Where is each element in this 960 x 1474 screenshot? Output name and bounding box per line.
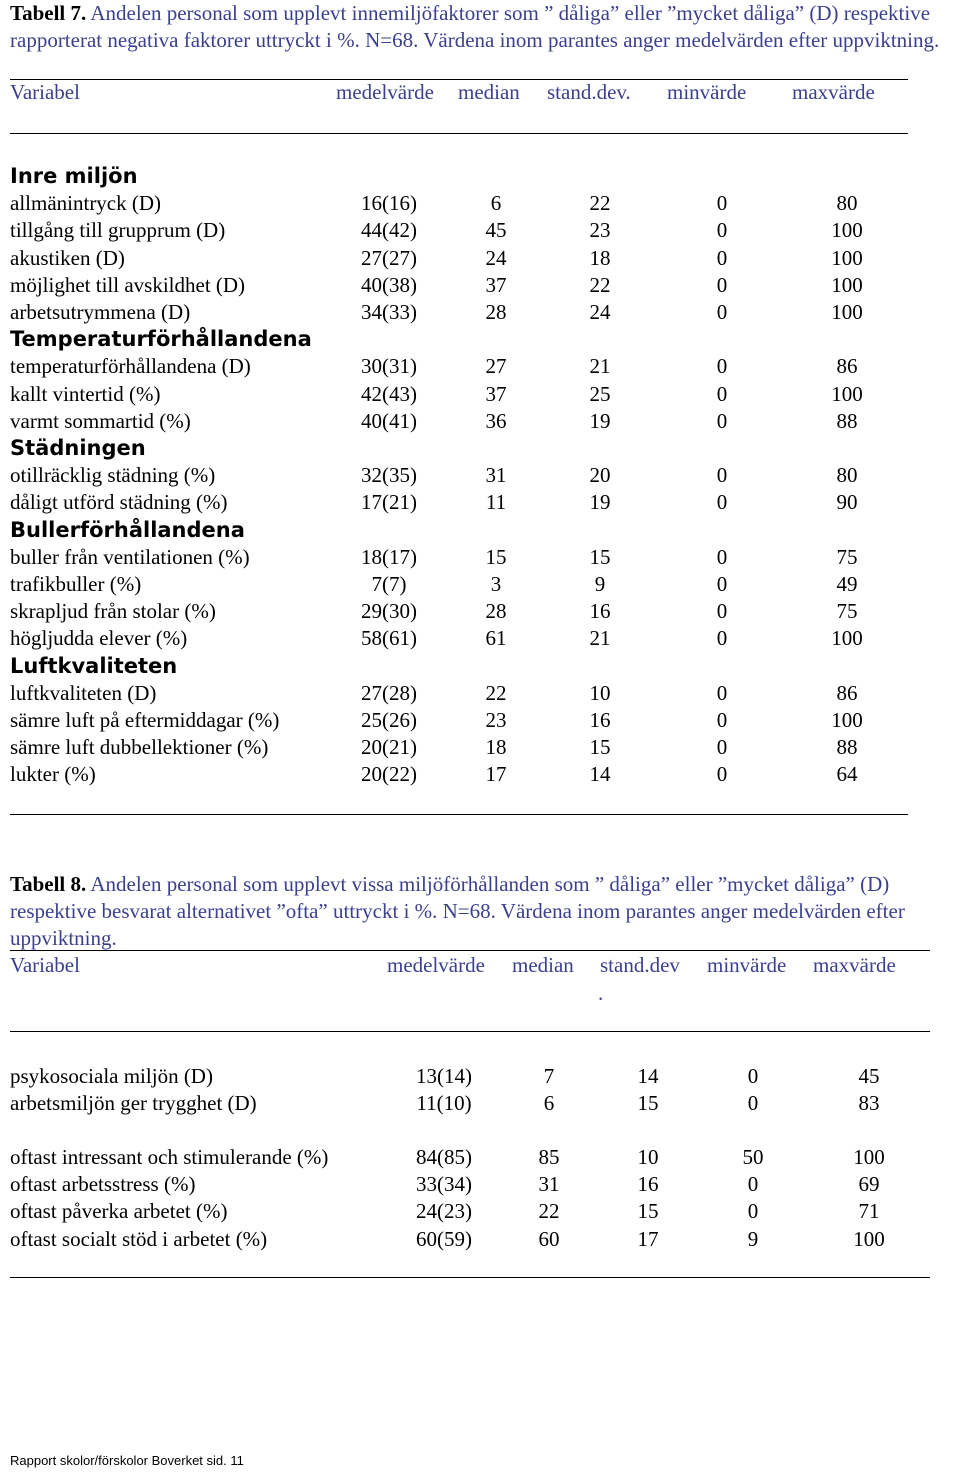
cell-maxvarde: 100 [831,218,863,243]
table7-header-maxvarde: maxvärde [792,80,875,104]
table-row [0,707,960,734]
cell-variabel: allmänintryck (D) [10,191,162,216]
cell-medelvarde: 20(22) [361,762,417,787]
cell-standdev: 16 [589,708,611,732]
table8-caption-text: Andelen personal som upplevt vissa miljöförhållanden som ” dåliga” eller ”mycket dåliga” (D) respektive besvarat alternativet ”ofta” uttryckt i %. N=68. Värdena inom parantes anger medelvärden efter uppviktning. [10,872,905,950]
cell-minvarde: 0 [747,1199,759,1224]
cell-maxvarde: 88 [836,735,858,760]
table-row [0,680,960,707]
cell-minvarde: 0 [747,1172,759,1197]
table-row [0,353,960,380]
table8-caption [10,871,950,952]
cell-minvarde: 0 [716,408,728,433]
cell-medelvarde: 42(43) [361,381,417,406]
cell-maxvarde: 90 [836,490,858,515]
cell-medelvarde: 25(26) [361,708,417,732]
cell-median: 22 [538,1199,560,1224]
table-row [0,408,960,435]
table8-bottom-rule [10,1277,930,1278]
cell-medelvarde: 44(42) [361,218,417,243]
cell-median: 23 [485,708,507,732]
cell-medelvarde: 32(35) [361,463,417,488]
table8-header-standdev: stand.dev [600,953,680,977]
cell-median: 22 [485,680,507,705]
cell-variabel: akustiken (D) [10,245,125,270]
cell-maxvarde: 75 [836,544,858,569]
cell-standdev: 16 [637,1172,659,1197]
cell-standdev: 10 [637,1145,659,1169]
table7-header-standdev: stand.dev. [547,80,631,104]
cell-maxvarde: 86 [836,354,858,379]
cell-variabel: trafikbuller (%) [10,572,142,596]
table7-caption [10,0,950,54]
table8-label: Tabell 8. [10,872,87,896]
cell-minvarde: 0 [716,599,728,624]
cell-medelvarde: 40(41) [361,408,417,433]
cell-minvarde: 0 [747,1064,759,1088]
cell-medelvarde: 16(16) [361,191,417,216]
cell-maxvarde: 100 [831,300,863,324]
cell-minvarde: 9 [747,1226,759,1251]
table8-header-dot: . [598,981,604,1005]
cell-standdev: 10 [589,680,611,705]
table-row [0,734,960,761]
table7-header-median: median [458,80,520,104]
cell-median: 36 [485,408,507,433]
table-row [0,1144,960,1171]
cell-medelvarde: 24(23) [416,1199,472,1224]
cell-median: 15 [485,544,507,569]
cell-standdev: 15 [637,1199,659,1224]
cell-minvarde: 0 [716,272,728,297]
table8-header-minvarde: minvärde [707,953,787,977]
table7-header-variabel: Variabel [10,80,80,104]
cell-minvarde: 0 [716,544,728,569]
cell-median: 60 [538,1226,560,1251]
table-row [0,1198,960,1225]
table7-header-minvarde: minvärde [667,80,747,104]
cell-standdev: 23 [589,218,611,243]
cell-standdev: 9 [594,572,606,596]
table-row [0,217,960,244]
cell-medelvarde: 60(59) [416,1226,472,1251]
table-row [0,299,960,326]
table7-label: Tabell 7. [10,1,87,25]
cell-median: 18 [485,735,507,760]
cell-medelvarde: 33(34) [416,1172,472,1197]
cell-median: 27 [485,354,507,379]
cell-median: 11 [485,490,507,515]
section-heading: Städningen [10,436,146,460]
cell-median: 37 [485,381,507,406]
cell-variabel: tillgång till grupprum (D) [10,218,226,243]
cell-maxvarde: 100 [831,626,863,651]
section-heading: Inre miljön [10,164,138,188]
cell-standdev: 16 [589,599,611,624]
table7-header-rule [10,133,908,134]
cell-standdev: 15 [589,544,611,569]
table-row [0,625,960,652]
cell-maxvarde: 49 [836,572,858,596]
cell-standdev: 14 [637,1064,659,1088]
cell-median: 28 [485,599,507,624]
table-row [0,489,960,516]
cell-variabel: lukter (%) [10,762,96,787]
cell-median: 28 [485,300,507,324]
cell-variabel: otillräcklig städning (%) [10,463,216,488]
table8-top-rule [10,950,930,951]
cell-variabel: skrapljud från stolar (%) [10,599,216,624]
cell-minvarde: 0 [716,381,728,406]
table-row [0,245,960,272]
cell-variabel: sämre luft på eftermiddagar (%) [10,708,280,732]
cell-maxvarde: 45 [858,1064,880,1088]
table8-header-variabel: Variabel [10,953,80,977]
cell-standdev: 20 [589,463,611,488]
cell-medelvarde: 84(85) [416,1145,472,1169]
cell-variabel: arbetsutrymmena (D) [10,300,191,324]
table-row [0,761,960,788]
cell-variabel: varmt sommartid (%) [10,408,191,433]
cell-maxvarde: 100 [831,272,863,297]
table8-header-rule [10,1031,930,1032]
cell-standdev: 15 [637,1091,659,1116]
cell-maxvarde: 88 [836,408,858,433]
cell-maxvarde: 100 [853,1226,885,1251]
cell-median: 17 [485,762,507,787]
cell-medelvarde: 29(30) [361,599,417,624]
cell-variabel: oftast påverka arbetet (%) [10,1199,228,1224]
cell-minvarde: 0 [716,735,728,760]
table-row [0,1171,960,1198]
cell-standdev: 24 [589,300,611,324]
cell-standdev: 14 [589,762,611,787]
section-heading: Temperaturförhållandena [10,327,312,352]
cell-medelvarde: 40(38) [361,272,417,297]
cell-medelvarde: 20(21) [361,735,417,760]
cell-maxvarde: 80 [836,463,858,488]
cell-medelvarde: 11(10) [416,1091,472,1116]
cell-medelvarde: 58(61) [361,626,417,651]
cell-variabel: psykosociala miljön (D) [10,1064,213,1088]
cell-maxvarde: 100 [853,1145,885,1169]
cell-minvarde: 0 [716,463,728,488]
cell-minvarde: 0 [716,354,728,379]
table-row [0,381,960,408]
cell-median: 7 [543,1064,555,1088]
cell-maxvarde: 83 [858,1091,880,1116]
table8-header-medelvarde: medelvärde [387,953,485,977]
cell-minvarde: 0 [747,1091,759,1116]
cell-minvarde: 0 [716,300,728,324]
cell-median: 3 [490,572,502,596]
cell-standdev: 22 [589,191,611,216]
cell-variabel: arbetsmiljön ger trygghet (D) [10,1091,257,1116]
cell-median: 45 [485,218,507,243]
table-row [0,272,960,299]
cell-standdev: 19 [589,490,611,515]
table8-header-median: median [512,953,574,977]
cell-median: 85 [538,1145,560,1169]
cell-maxvarde: 100 [831,381,863,406]
cell-standdev: 17 [637,1226,659,1251]
cell-variabel: luftkvaliteten (D) [10,680,157,705]
table-row [0,544,960,571]
table-row [0,1090,960,1117]
cell-medelvarde: 13(14) [416,1064,472,1088]
cell-minvarde: 0 [716,762,728,787]
cell-median: 31 [538,1172,560,1197]
cell-maxvarde: 64 [836,762,858,787]
cell-standdev: 25 [589,381,611,406]
cell-minvarde: 0 [716,708,728,732]
cell-medelvarde: 7(7) [371,572,407,596]
cell-medelvarde: 17(21) [361,490,417,515]
table8-header-maxvarde: maxvärde [813,953,896,977]
cell-medelvarde: 27(27) [361,245,417,270]
cell-variabel: buller från ventilationen (%) [10,544,250,569]
cell-maxvarde: 69 [858,1172,880,1197]
cell-standdev: 21 [589,354,611,379]
cell-variabel: dåligt utförd städning (%) [10,490,228,515]
section-heading: Luftkvaliteten [10,653,178,678]
cell-variabel: temperaturförhållandena (D) [10,354,251,379]
cell-medelvarde: 34(33) [361,300,417,324]
cell-standdev: 15 [589,735,611,760]
cell-standdev: 19 [589,408,611,433]
cell-minvarde: 0 [716,490,728,515]
cell-variabel: oftast arbetsstress (%) [10,1172,196,1197]
cell-minvarde: 0 [716,572,728,596]
table-row [0,1063,960,1090]
page-footer: Rapport skolor/förskolor Boverket sid. 11 [10,1453,244,1468]
table-row [0,1226,960,1253]
cell-standdev: 21 [589,626,611,651]
cell-minvarde: 50 [742,1145,764,1169]
cell-variabel: möjlighet till avskildhet (D) [10,272,246,297]
cell-maxvarde: 71 [858,1199,880,1224]
cell-medelvarde: 30(31) [361,354,417,379]
table7-caption-text: Andelen personal som upplevt innemiljöfaktorer som ” dåliga” eller ”mycket dåliga” (D) respektive rapporterat negativa faktorer uttryckt i %. N=68. Värdena inom parantes anger medelvärden efter uppviktning. [10,1,940,52]
cell-standdev: 22 [589,272,611,297]
cell-minvarde: 0 [716,191,728,216]
cell-maxvarde: 86 [836,680,858,705]
table-row [0,571,960,598]
cell-median: 6 [490,191,502,216]
cell-maxvarde: 100 [831,245,863,270]
table-row [0,598,960,625]
cell-medelvarde: 18(17) [361,544,417,569]
cell-median: 24 [485,245,507,270]
cell-median: 37 [485,272,507,297]
cell-variabel: sämre luft dubbellektioner (%) [10,735,269,760]
cell-variabel: oftast intressant och stimulerande (%) [10,1145,329,1169]
section-heading: Bullerförhållandena [10,517,245,542]
table7-header-medelvarde: medelvärde [336,80,434,104]
cell-variabel: kallt vintertid (%) [10,381,161,406]
cell-standdev: 18 [589,245,611,270]
cell-variabel: oftast socialt stöd i arbetet (%) [10,1226,268,1251]
cell-minvarde: 0 [716,626,728,651]
cell-maxvarde: 75 [836,599,858,624]
cell-median: 61 [485,626,507,651]
cell-maxvarde: 80 [836,191,858,216]
cell-median: 31 [485,463,507,488]
cell-maxvarde: 100 [831,708,863,732]
table-row [0,190,960,217]
cell-median: 6 [543,1091,555,1116]
table7-top-rule [10,79,908,80]
cell-minvarde: 0 [716,680,728,705]
cell-minvarde: 0 [716,245,728,270]
table-row [0,462,960,489]
cell-medelvarde: 27(28) [361,680,417,705]
table7-bottom-rule [10,814,908,815]
cell-variabel: högljudda elever (%) [10,626,188,651]
cell-minvarde: 0 [716,218,728,243]
